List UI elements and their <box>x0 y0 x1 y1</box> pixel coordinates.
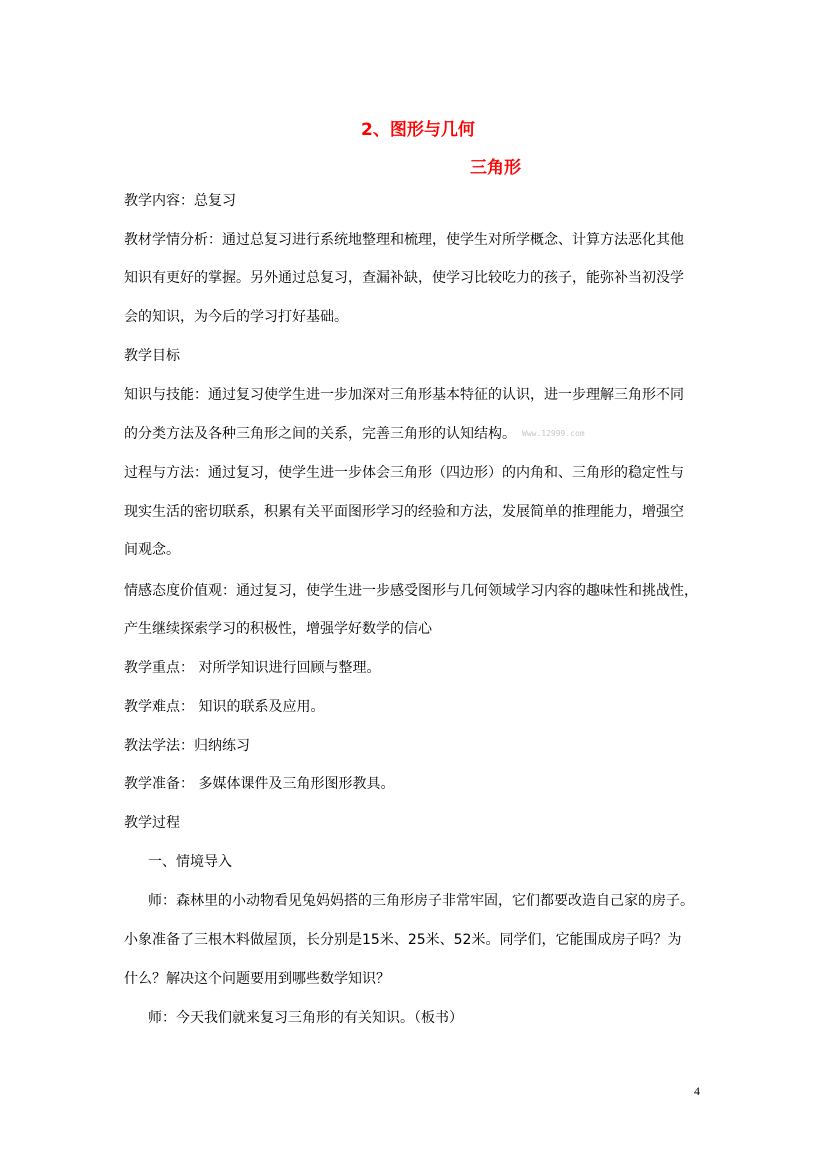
watermark: Www.12999.com <box>522 429 585 438</box>
text-line: 的分类方法及各种三角形之间的关系，完善三角形的认知结构。 <box>124 426 516 442</box>
text-line: 教材学情分析：通过总复习进行系统地整理和梳理，使学生对所学概念、计算方法恶化其他 <box>124 232 684 248</box>
text-line: 小象准备了三根木料做屋顶，长分别是15米、25米、52米。同学们，它能围成房子吗？为 <box>124 932 682 948</box>
text-line: 教学难点： 知识的联系及应用。 <box>124 699 325 715</box>
text-line: 会的知识，为今后的学习打好基础。 <box>124 309 348 325</box>
text-line: 教学过程 <box>124 815 180 831</box>
document-subtitle: 三角形 <box>470 158 521 178</box>
text-line: 知识有更好的掌握。另外通过总复习，查漏补缺，使学习比较吃力的孩子，能弥补当初没学 <box>124 270 684 286</box>
text-line: 教学目标 <box>124 348 180 364</box>
text-line: 情感态度价值观：通过复习，使学生进一步感受图形与几何领域学习内容的趣味性和挑战性， <box>124 583 698 599</box>
text-line: 现实生活的密切联系，积累有关平面图形学习的经验和方法，发展简单的推理能力，增强空 <box>124 504 684 520</box>
document-title: 2、图形与几何 <box>361 120 475 140</box>
text-line: 教学重点： 对所学知识进行回顾与整理。 <box>124 660 381 676</box>
text-line-with-watermark <box>124 424 714 444</box>
text-line: 教学准备： 多媒体课件及三角形图形教具。 <box>124 776 395 792</box>
text-line: 间观念。 <box>124 542 180 558</box>
page-number: 4 <box>694 1084 700 1098</box>
text-line: 师：今天我们就来复习三角形的有关知识。（板书） <box>148 1010 463 1026</box>
text-line: 产生继续探索学习的积极性，增强学好数学的信心 <box>124 621 432 637</box>
text-line: 知识与技能：通过复习使学生进一步加深对三角形基本特征的认识，进一步理解三角形不同 <box>124 387 684 403</box>
text-line: 师：森林里的小动物看见兔妈妈搭的三角形房子非常牢固，它们都要改造自己家的房子。 <box>148 893 694 909</box>
text-line: 教法学法：归纳练习 <box>124 738 250 754</box>
text-line: 教学内容：总复习 <box>124 193 236 209</box>
text-line: 过程与方法：通过复习，使学生进一步体会三角形（四边形）的内角和、三角形的稳定性与 <box>124 465 684 481</box>
text-line: 什么？解决这个问题要用到哪些数学知识？ <box>124 971 390 987</box>
section-heading: 一、情境导入 <box>148 854 232 870</box>
